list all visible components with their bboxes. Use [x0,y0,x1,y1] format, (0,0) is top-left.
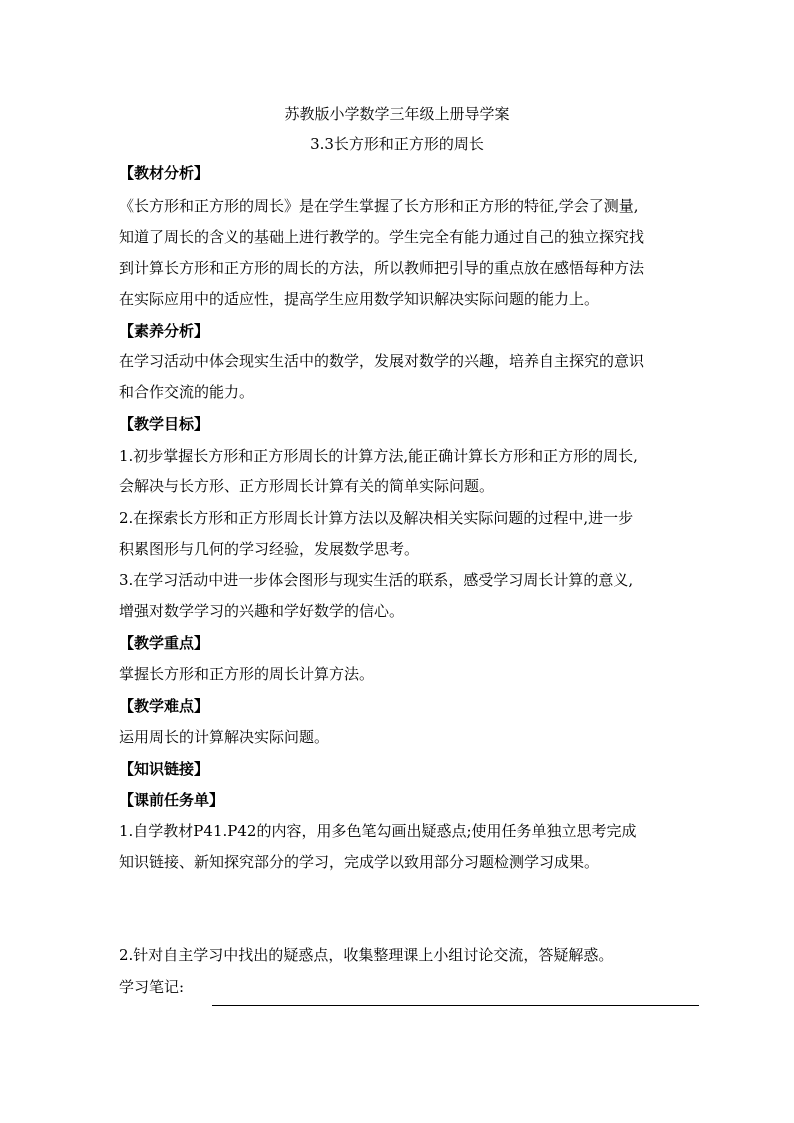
difficulty-line: 运用周长的计算解决实际问题。 [119,728,330,746]
goals-line: 3.在学习活动中进一步体会图形与现实生活的联系，感受学习周长计算的意义, [119,571,634,589]
goals-line: 积累图形与几何的学习经验，发展数学思考。 [119,540,420,558]
section-heading-key: 【教学重点】 [119,634,210,652]
section-heading-links: 【知识链接】 [119,760,210,778]
section-heading-preclass: 【课前任务单】 [119,791,225,809]
goals-line: 2.在探索长方形和正方形周长计算方法以及解决相关实际问题的过程中,进一步 [119,509,634,527]
preclass-line: 1.自学教材P41.P42的内容，用多色笔勾画出疑惑点;使用任务单独立思考完成 [119,822,637,840]
goals-line: 会解决与长方形、正方形周长计算有关的简单实际问题。 [119,477,495,495]
section-heading-difficulty: 【教学难点】 [119,697,210,715]
analysis-line: 到计算长方形和正方形的周长的方法，所以教师把引导的重点放在感悟每种方法 [119,259,645,277]
notes-label: 学习笔记: [119,978,185,996]
section-heading-literacy: 【素养分析】 [119,322,210,340]
goals-line: 增强对数学学习的兴趣和学好数学的信心。 [119,602,405,620]
key-line: 掌握长方形和正方形的周长计算方法。 [119,665,375,683]
document-title: 苏教版小学数学三年级上册导学案 [284,105,510,123]
analysis-line: 知道了周长的含义的基础上进行教学的。学生完全有能力通过自己的独立探究找 [119,228,645,246]
analysis-line: 在实际应用中的适应性，提高学生应用数学知识解决实际问题的能力上。 [119,290,600,308]
notes-writing-line [212,1005,699,1006]
section-heading-analysis: 【教材分析】 [119,164,210,182]
section-heading-goals: 【教学目标】 [119,415,210,433]
preclass-line: 2.针对自主学习中找出的疑惑点，收集整理课上小组讨论交流，答疑解惑。 [119,946,614,964]
literacy-line: 和合作交流的能力。 [119,383,255,401]
literacy-line: 在学习活动中体会现实生活中的数学，发展对数学的兴趣，培养自主探究的意识 [119,352,645,370]
goals-line: 1.初步掌握长方形和正方形周长的计算方法,能正确计算长方形和正方形的周长, [119,447,638,465]
document-subtitle: 3.3长方形和正方形的周长 [310,135,484,153]
preclass-line: 知识链接、新知探究部分的学习，完成学以致用部分习题检测学习成果。 [119,853,600,871]
analysis-line: 《长方形和正方形的周长》是在学生掌握了长方形和正方形的特征,学会了测量, [119,197,639,215]
